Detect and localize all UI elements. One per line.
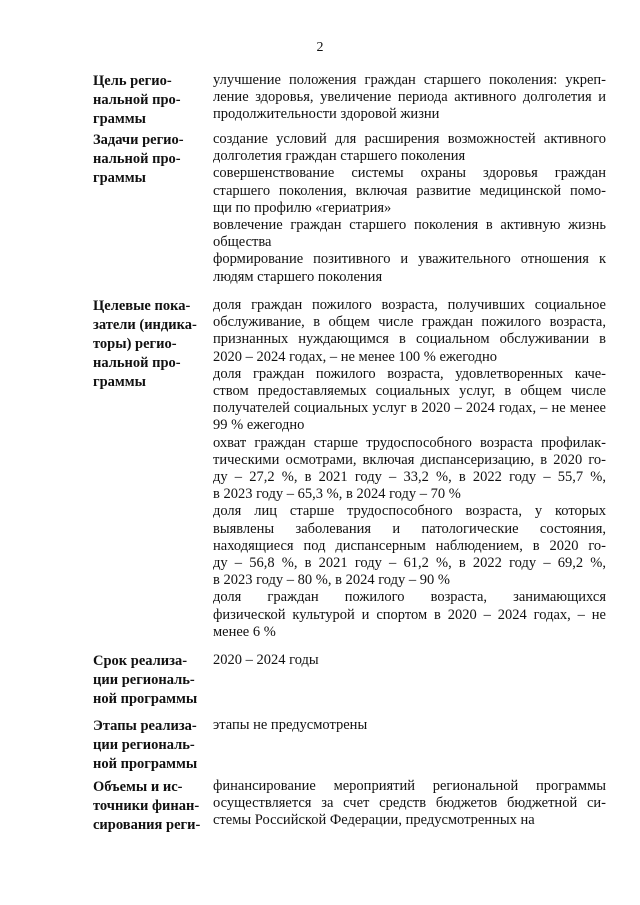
row-label-line: затели (индика- (93, 317, 197, 333)
content-line: создание условий для расширения возможностей активного (213, 131, 606, 147)
content-line: ду – 56,8 %, в 2021 году – 61,2 %, в 2022 году – 69,2 %, (213, 555, 606, 572)
row-content (213, 131, 606, 286)
row-label-line: точники финан- (93, 798, 200, 814)
row-content (213, 717, 606, 734)
content-line: доля граждан пожилого возраста, получивших социальное (213, 297, 606, 313)
content-line: признанных нуждающимся в социальном обслуживании в (213, 331, 606, 348)
content-line: тическими осмотрами, включая диспансеризацию, в 2020 го- (213, 451, 606, 468)
content-line: охват граждан старше трудоспособного возраста профилак- (213, 434, 606, 451)
row-label (93, 652, 205, 709)
row-label (93, 131, 205, 188)
row-label-line: ной программы (93, 691, 198, 707)
row-label-line: Этапы реализа- (93, 718, 197, 734)
row-label-line: сирования реги- (93, 817, 201, 833)
content-line: ление здоровья, увеличение периода активного долголетия и (213, 89, 606, 106)
content-paragraph (213, 589, 606, 641)
row-content (213, 652, 606, 669)
row-label-line: граммы (93, 374, 146, 390)
page-number: 2 (316, 40, 324, 55)
row-content (213, 72, 606, 124)
content-line: выявлены заболевания и патологические состояния, (213, 520, 606, 537)
content-paragraph (213, 435, 606, 504)
content-line: ством предоставляемых социальных услуг, в общем числе (213, 383, 606, 400)
row-label-line: нальной про- (93, 151, 181, 167)
content-line: старшего поколения, включая развитие медицинской помо- (213, 182, 606, 199)
content-paragraph (213, 297, 606, 366)
content-line: в 2023 году – 65,3 %, в 2024 году – 70 % (213, 486, 461, 503)
content-line: находящиеся под диспансерным наблюдением, в 2020 го- (213, 537, 606, 554)
row-label-line: торы) регио- (93, 336, 177, 352)
row-label-line: Целевые пока- (93, 298, 191, 314)
content-line: продолжительности здоровой жизни (213, 106, 440, 123)
row-label-line: нальной про- (93, 355, 181, 371)
content-line: доля граждан пожилого возраста, занимающихся (213, 589, 606, 606)
content-line: совершенствование системы охраны здоровья граждан (213, 165, 606, 182)
content-line: этапы не предусмотрены (213, 717, 368, 733)
row-label (93, 72, 205, 129)
row-label-line: ции региональ- (93, 737, 195, 753)
content-line: ду – 27,2 %, в 2021 году – 33,2 %, в 2022 году – 55,7 %, (213, 469, 606, 486)
content-line: людям старшего поколения (213, 268, 383, 285)
content-paragraph (213, 503, 606, 589)
content-paragraph (213, 717, 606, 734)
content-line: получателей социальных услуг в 2020 – 2024 годах, – не менее (213, 400, 606, 417)
content-paragraph (213, 165, 606, 217)
content-line: долголетия граждан старшего поколения (213, 148, 466, 165)
row-label-line: Цель регио- (93, 73, 172, 89)
content-line: щи по профилю «гериатрия» (213, 199, 392, 216)
content-line: улучшение положения граждан старшего поколения: укреп- (213, 72, 606, 88)
row-content (213, 297, 606, 641)
content-line: вовлечение граждан старшего поколения в активную жизнь (213, 217, 606, 234)
content-line: финансирование мероприятий региональной программы (213, 778, 606, 794)
row-label-line: Объемы и ис- (93, 779, 183, 795)
row-label (93, 778, 205, 835)
content-line: общества (213, 234, 272, 251)
content-paragraph (213, 131, 606, 165)
content-line: менее 6 % (213, 623, 276, 640)
row-label-line: ной программы (93, 756, 198, 772)
row-label (93, 297, 205, 392)
content-line: 2020 – 2024 годы (213, 652, 319, 668)
content-line: осуществляется за счет средств бюджетов бюджетной си- (213, 795, 606, 812)
content-line: в 2023 году – 80 %, в 2024 году – 90 % (213, 572, 450, 589)
content-paragraph (213, 72, 606, 124)
row-label-line: граммы (93, 111, 146, 127)
content-paragraph (213, 217, 606, 251)
row-label-line: нальной про- (93, 92, 181, 108)
row-label-line: Задачи регио- (93, 132, 184, 148)
content-line: 99 % ежегодно (213, 417, 305, 434)
row-label-line: ции региональ- (93, 672, 195, 688)
content-paragraph (213, 778, 606, 830)
content-line: формирование позитивного и уважительного отношения к (213, 251, 606, 268)
content-paragraph (213, 251, 606, 285)
row-content (213, 778, 606, 830)
content-line: 2020 – 2024 годах, – не менее 100 % ежегодно (213, 348, 498, 365)
row-label (93, 717, 205, 774)
content-paragraph (213, 652, 606, 669)
content-line: стемы Российской Федерации, предусмотренных на (213, 812, 535, 829)
content-line: физической культурой и спортом в 2020 – 2024 годах, – не (213, 606, 606, 623)
content-paragraph (213, 366, 606, 435)
row-label-line: граммы (93, 170, 146, 186)
content-line: обслуживание, в общем числе граждан пожилого возраста, (213, 314, 606, 331)
content-line: доля граждан пожилого возраста, удовлетворенных каче- (213, 365, 606, 382)
content-line: доля лиц старше трудоспособного возраста, у которых (213, 503, 606, 520)
row-label-line: Срок реализа- (93, 653, 188, 669)
